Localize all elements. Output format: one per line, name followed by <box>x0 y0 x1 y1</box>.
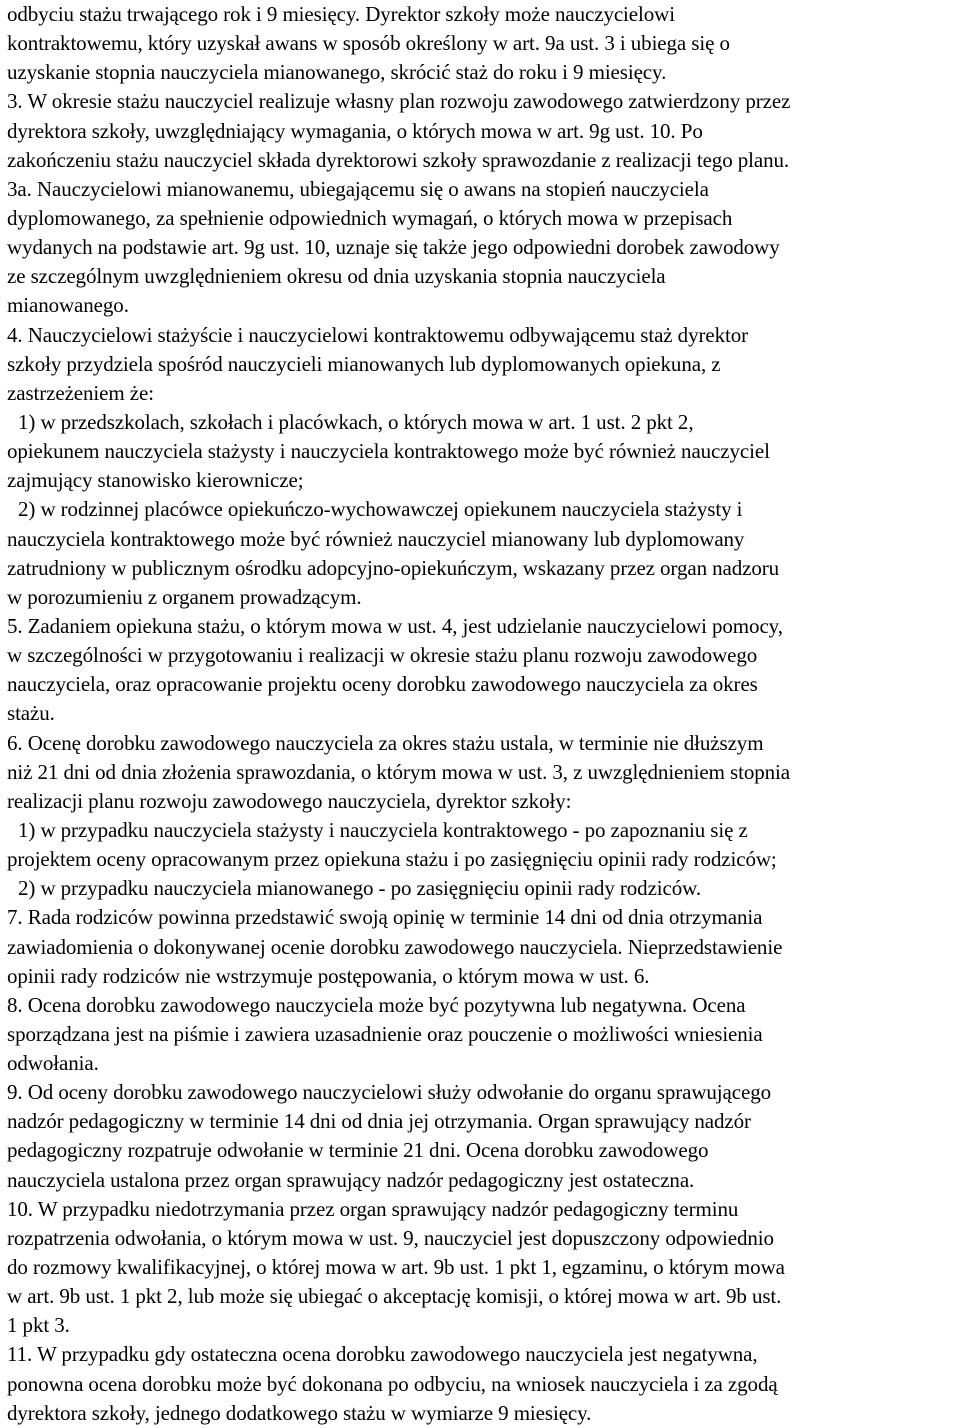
text-line: dyrektora szkoły, uwzględniający wymagania, o których mowa w art. 9g ust. 10. Po <box>7 118 703 143</box>
text-line: opinii rady rodziców nie wstrzymuje postępowania, o którym mowa w ust. 6. <box>7 963 650 988</box>
text-line: nauczyciela, oraz opracowanie projektu oceny dorobku zawodowego nauczyciela za okres <box>7 672 758 697</box>
text-line: 3. W okresie stażu nauczyciel realizuje własny plan rozwoju zawodowego zatwierdzony przez <box>7 89 791 114</box>
text-line: w szczególności w przygotowaniu i realizacji w okresie stażu planu rozwoju zawodowego <box>7 643 758 668</box>
text-line: 5. Zadaniem opiekuna stażu, o którym mowa w ust. 4, jest udzielanie nauczycielowi pomocy, <box>7 613 783 638</box>
text-line: ze szczególnym uwzględnieniem okresu od dnia uzyskania stopnia nauczyciela <box>7 264 666 289</box>
text-line: nadzór pedagogiczny w terminie 14 dni od dnia jej otrzymania. Organ sprawujący nadzór <box>7 1109 751 1134</box>
text-line: zawiadomienia o dokonywanej ocenie dorobku zawodowego nauczyciela. Nieprzedstawienie <box>7 934 783 959</box>
text-line: do rozmowy kwalifikacyjnej, o której mowa w art. 9b ust. 1 pkt 1, egzaminu, o którym mowa <box>7 1255 785 1280</box>
text-line: dyrektora szkoły, jednego dodatkowego stażu w wymiarze 9 miesięcy. <box>7 1400 592 1425</box>
text-line: stażu. <box>7 701 55 726</box>
text-line: zastrzeżeniem że: <box>7 380 154 405</box>
list-item-line: 2) w przypadku nauczyciela mianowanego - po zasięgnięciu opinii rady rodziców. <box>18 876 701 901</box>
text-line: ponowna ocena dorobku może być dokonana po odbyciu, na wniosek nauczyciela i za zgodą <box>7 1371 778 1396</box>
list-item-line: 1) w przedszkolach, szkołach i placówkach, o których mowa w art. 1 ust. 2 pkt 2, <box>18 409 694 434</box>
text-line: nauczyciela ustalona przez organ sprawujący nadzór pedagogiczny jest ostateczna. <box>7 1167 695 1192</box>
text-line: odbyciu stażu trwającego rok i 9 miesięcy. Dyrektor szkoły może nauczycielowi <box>7 2 675 26</box>
text-line: 7. Rada rodziców powinna przedstawić swoją opinię w terminie 14 dni od dnia otrzymania <box>7 905 763 930</box>
text-line: 1 pkt 3. <box>7 1313 70 1338</box>
list-item-line: 1) w przypadku nauczyciela stażysty i nauczyciela kontraktowego - po zapoznaniu się z <box>18 817 748 842</box>
text-line: kontraktowemu, który uzyskał awans w sposób określony w art. 9a ust. 3 i ubiega się o <box>7 31 730 56</box>
text-line: niż 21 dni od dnia złożenia sprawozdania, o którym mowa w ust. 3, z uwzględnieniem stopnia <box>7 759 790 784</box>
text-line: dyplomowanego, za spełnienie odpowiednich wymagań, o których mowa w przepisach <box>7 205 733 230</box>
text-line: opiekunem nauczyciela stażysty i nauczyciela kontraktowego może być również nauczyciel <box>7 439 770 464</box>
text-line: zatrudniony w publicznym ośrodku adopcyjno-opiekuńczym, wskazany przez organ nadzoru <box>7 555 780 580</box>
text-line: realizacji planu rozwoju zawodowego nauczyciela, dyrektor szkoły: <box>7 788 572 813</box>
text-line: wydanych na podstawie art. 9g ust. 10, uznaje się także jego odpowiedni dorobek zawodowy <box>7 235 780 260</box>
text-line: 3a. Nauczycielowi mianowanemu, ubiegającemu się o awans na stopień nauczyciela <box>7 176 709 201</box>
text-line: zajmujący stanowisko kierownicze; <box>7 468 304 493</box>
text-line: zakończeniu stażu nauczyciel składa dyrektorowi szkoły sprawozdanie z realizacji tego planu. <box>7 147 790 172</box>
text-line: 9. Od oceny dorobku zawodowego nauczycielowi służy odwołanie do organu sprawującego <box>7 1080 772 1105</box>
text-line: rozpatrzenia odwołania, o którym mowa w ust. 9, nauczyciel jest dopuszczony odpowiednio <box>7 1225 774 1250</box>
text-line: projektem oceny opracowanym przez opiekuna stażu i po zasięgnięciu opinii rady rodziców; <box>7 847 777 872</box>
text-line: w porozumieniu z organem prowadzącym. <box>7 584 362 609</box>
text-line: odwołania. <box>7 1051 99 1076</box>
list-item-line: 2) w rodzinnej placówce opiekuńczo-wychowawczej opiekunem nauczyciela stażysty i <box>18 497 743 522</box>
document-page <box>7 0 957 1428</box>
text-line: szkoły przydziela spośród nauczycieli mianowanych lub dyplomowanych opiekuna, z <box>7 351 721 376</box>
text-line: nauczyciela kontraktowego może być również nauczyciel mianowany lub dyplomowany <box>7 526 745 551</box>
text-line: mianowanego. <box>7 293 129 318</box>
text-line: pedagogiczny rozpatruje odwołanie w terminie 21 dni. Ocena dorobku zawodowego <box>7 1138 709 1163</box>
text-line: 8. Ocena dorobku zawodowego nauczyciela może być pozytywna lub negatywna. Ocena <box>7 992 746 1017</box>
text-line: sporządzana jest na piśmie i zawiera uzasadnienie oraz pouczenie o możliwości wniesienia <box>7 1021 763 1046</box>
text-line: uzyskanie stopnia nauczyciela mianowanego, skrócić staż do roku i 9 miesięcy. <box>7 60 667 85</box>
text-line: 4. Nauczycielowi stażyście i nauczycielowi kontraktowemu odbywającemu staż dyrektor <box>7 322 749 347</box>
text-line: 10. W przypadku niedotrzymania przez organ sprawujący nadzór pedagogiczny terminu <box>7 1196 739 1221</box>
text-line: 6. Ocenę dorobku zawodowego nauczyciela za okres stażu ustala, w terminie nie dłuższym <box>7 730 764 755</box>
text-line: 11. W przypadku gdy ostateczna ocena dorobku zawodowego nauczyciela jest negatywna, <box>7 1342 758 1367</box>
text-line: w art. 9b ust. 1 pkt 2, lub może się ubiegać o akceptację komisji, o której mowa w art. 9b ust. <box>7 1284 782 1309</box>
